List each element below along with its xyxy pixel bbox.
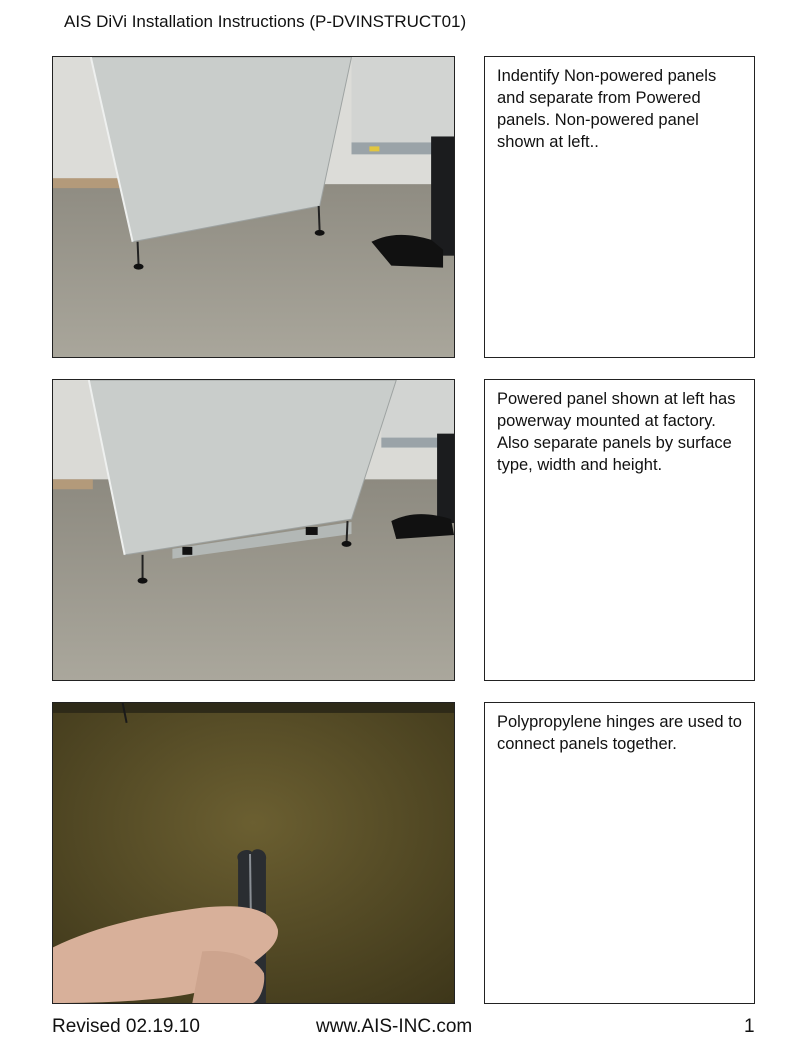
- step-2-description: Powered panel shown at left has powerway mounted at factory. Also separate panels by surface type, width and height.: [484, 379, 755, 681]
- photo-non-powered-panel: [52, 56, 455, 358]
- photo-powered-panel: [52, 379, 455, 681]
- step-1-description: Indentify Non-powered panels and separate from Powered panels. Non-powered panel shown at left..: [484, 56, 755, 358]
- step-3-description: Polypropylene hinges are used to connect panels together.: [484, 702, 755, 1004]
- photo-polypropylene-hinge: [52, 702, 455, 1004]
- revision-date: Revised 02.19.10: [52, 1016, 200, 1037]
- document-title: AIS DiVi Installation Instructions (P-DVINSTRUCT01): [64, 12, 467, 31]
- website-url: www.AIS-INC.com: [316, 1016, 473, 1037]
- page-number: 1: [744, 1016, 755, 1037]
